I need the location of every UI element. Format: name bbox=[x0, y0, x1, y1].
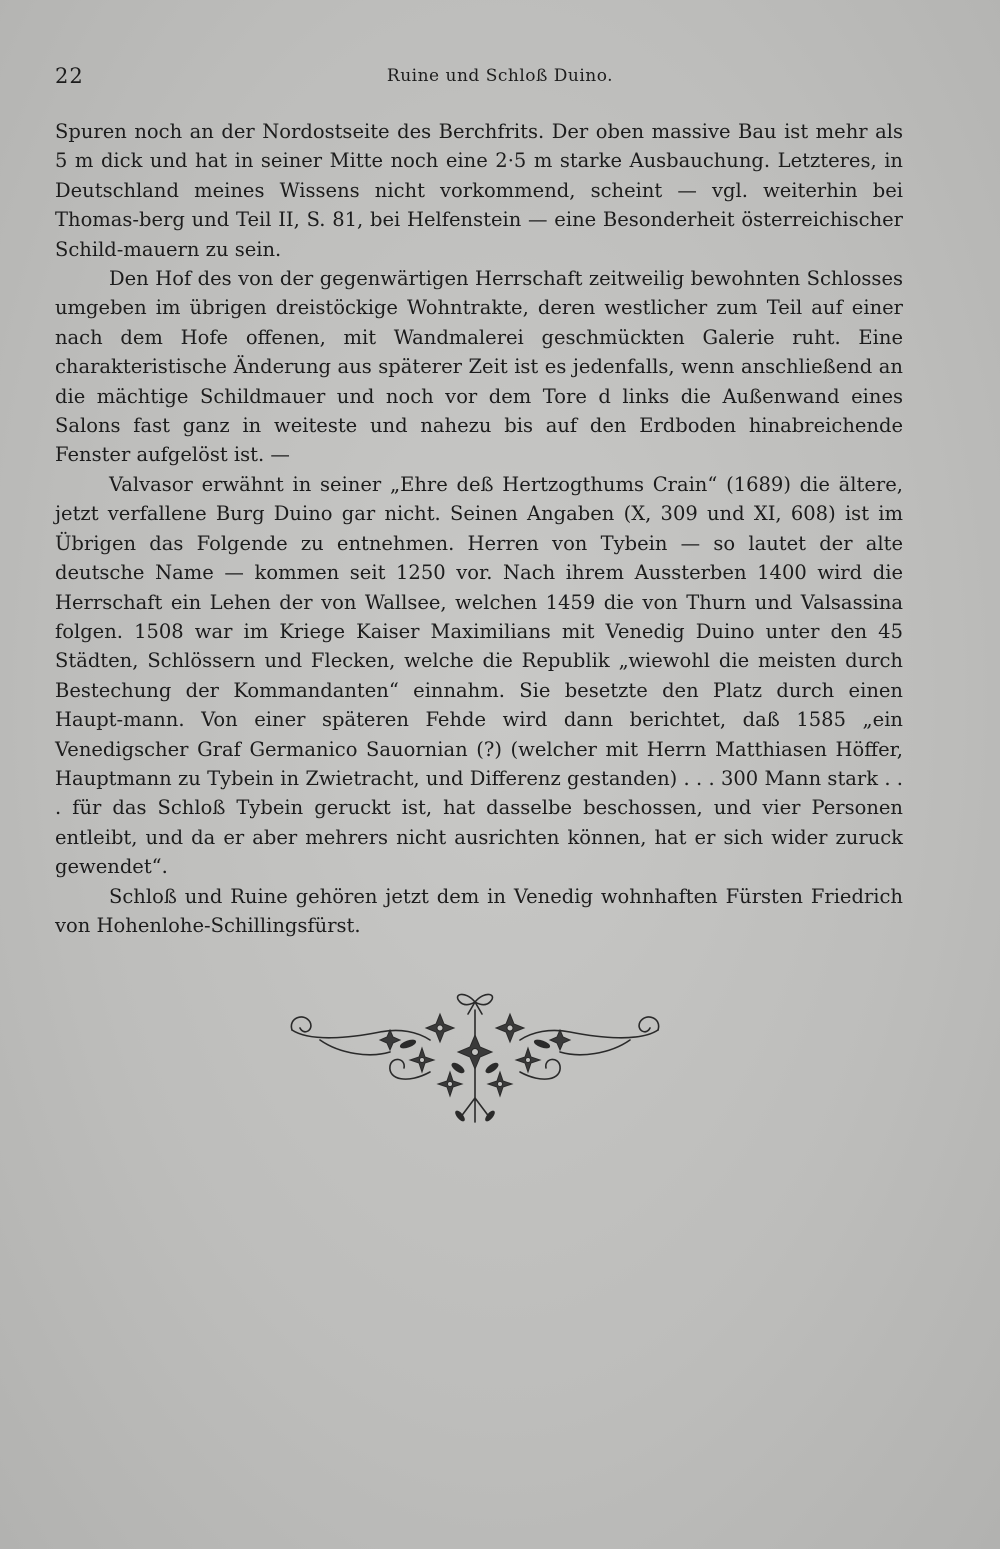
paragraph-3: Valvasor erwähnt in seiner „Ehre deß Hertzogthums Crain“ (1689) die ältere, jetzt verfallene Burg Duino gar nicht. Seinen Angaben (X, 309 und XI, 608) ist im Übrigen das Folgende zu entnehmen. Herren von Tybein — so lautet der alte deutsche Name — kommen seit 1250 vor. Nach ihrem Aussterben 1400 wird die Herrschaft ein Lehen der von Wallsee, welchen 1459 die von Thurn und Valsassina folgen. 1508 war im Kriege Kaiser Maximilians mit Venedig Duino unter den 45 Städten, Schlössern und Flecken, welche die Republik „wiewohl die meisten durch Bestechung der Kommandanten“ einnahm. Sie besetzte den Platz durch einen Haupt-mann. Von einer späteren Fehde wird dann berichtet, daß 1585 „ein Venedigscher Graf Germanico Sauornian (?) (welcher mit Herrn Matthiasen Höffer, Hauptmann zu Tybein in Zwietracht, und Differenz gestanden) . . . 300 Mann stark . . . für das Schloß Tybein geruckt ist, hat dasselbe beschossen, und vier Personen entleibt, und da er aber mehrers nicht ausrichten können, hat er sich wider zuruck gewendet“. bbox=[55, 472, 903, 879]
body-text bbox=[55, 117, 903, 940]
running-title: Ruine und Schloß Duino. bbox=[386, 66, 614, 86]
paragraph-4: Schloß und Ruine gehören jetzt dem in Venedig wohnhaften Fürsten Friedrich von Hohenlohe-Schillingsfürst. bbox=[55, 884, 903, 937]
paragraph-1: Spuren noch an der Nordostseite des Berchfrits. Der oben massive Bau ist mehr als 5 m dick und hat in seiner Mitte noch eine 2·5 m starke Ausbauchung. Letzteres, in Deutschland meines Wissens nicht vorkommend, scheint — vgl. weiterhin bei Thomas-berg und Teil II, S. 81, bei Helfenstein — eine Besonderheit österreichischer Schild-mauern zu sein. bbox=[55, 120, 903, 261]
floral-vignette-icon bbox=[280, 980, 670, 1125]
page-number: 22 bbox=[55, 64, 84, 88]
paragraph-2: Den Hof des von der gegenwärtigen Herrschaft zeitweilig bewohnten Schlosses umgeben im übrigen dreistöckige Wohntrakte, deren westlicher zum Teil auf einer nach dem Hofe offenen, mit Wandmalerei geschmückten Galerie ruht. Eine charakteristische Änderung aus späterer Zeit ist es jedenfalls, wenn anschließend an die mächtige Schildmauer und noch vor dem Tore d links die Außenwand eines Salons fast ganz in weiteste und nahezu bis auf den Erdboden hinabreichende Fenster aufgelöst ist. — bbox=[55, 267, 903, 467]
page-header bbox=[55, 64, 945, 94]
